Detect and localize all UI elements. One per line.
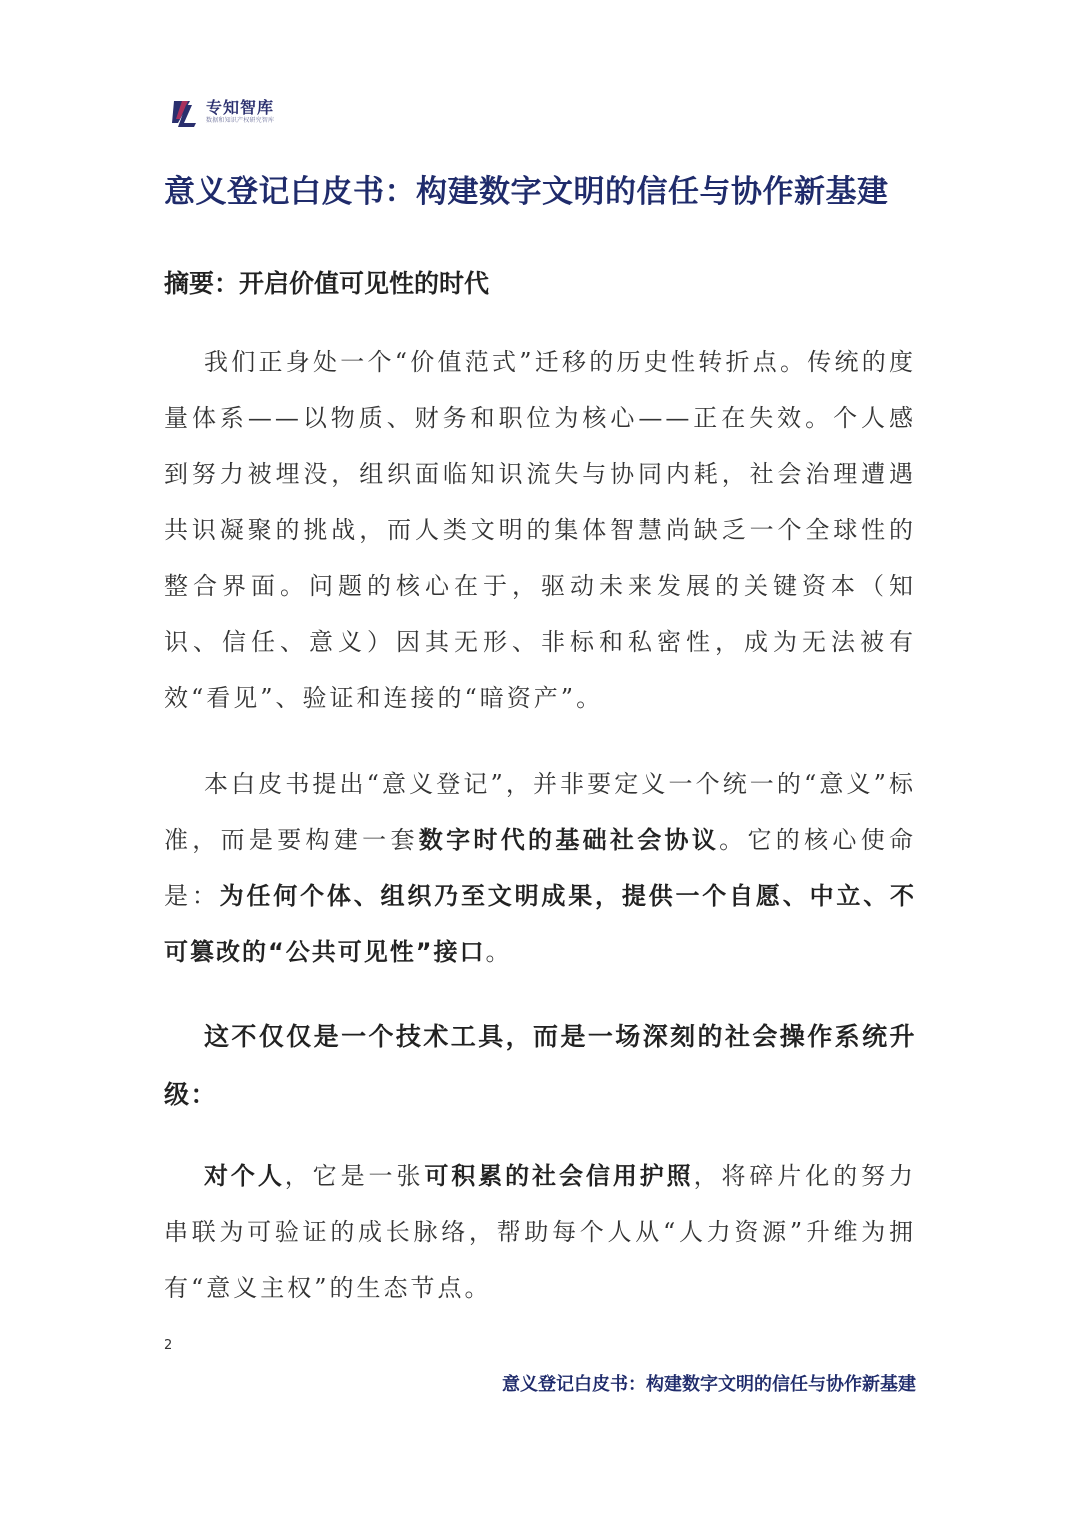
individual-emphasis-passport: 可积累的社会信用护照 — [424, 1162, 694, 1190]
brand-logo — [172, 96, 274, 128]
document-title: 意义登记白皮书：构建数字文明的信任与协作新基建 — [164, 174, 889, 210]
paragraph-individual — [164, 1148, 916, 1316]
footer-running-title: 意义登记白皮书：构建数字文明的信任与协作新基建 — [502, 1374, 916, 1395]
logo-tagline: 数据和知识产权研究智库 — [206, 117, 275, 124]
individual-text-1: ，它是一张 — [284, 1162, 425, 1190]
proposal-text-3: 。 — [485, 938, 513, 966]
zl-logo-icon — [172, 97, 202, 127]
paragraph-upgrade-heading: 这不仅仅是一个技术工具，而是一场深刻的社会操作系统升级： — [164, 1022, 916, 1109]
individual-text-2: ，将碎片化的努力串联为可验证的成长脉络，帮助每个人从“人力资源”升维为拥有“意义主权”的生态节点。 — [164, 1162, 917, 1302]
paragraph-proposal — [164, 756, 916, 980]
paragraph-context: 我们正身处一个“价值范式”迁移的历史性转折点。传统的度量体系——以物质、财务和职位为核心——正在失效。个人感到努力被埋没，组织面临知识流失与协同内耗，社会治理遭遇共识凝聚的挑战，而人类文明的集体智慧尚缺乏一个全球性的整合界面。问题的核心在于，驱动未来发展的关键资本（知识、信任、意义）因其无形、非标和私密性，成为无法被有效“看见”、验证和连接的“暗资产”。 — [164, 348, 916, 712]
individual-emphasis-label: 对个人 — [204, 1162, 285, 1190]
proposal-text-2: 。它的核心使命是： — [164, 826, 917, 910]
proposal-emphasis-mission: 为任何个体、组织乃至文明成果，提供一个自愿、中立、不可篡改的“公共可见性”接口 — [164, 882, 917, 966]
section-title: 摘要：开启价值可见性的时代 — [164, 269, 490, 298]
logo-name: 专知智库 — [206, 98, 275, 117]
proposal-text-1: 本白皮书提出“意义登记”，并非要定义一个统一的“意义”标准，而是要构建一套 — [164, 770, 916, 854]
page-number: 2 — [164, 1338, 173, 1353]
proposal-emphasis-protocol: 数字时代的基础社会协议 — [418, 826, 720, 854]
